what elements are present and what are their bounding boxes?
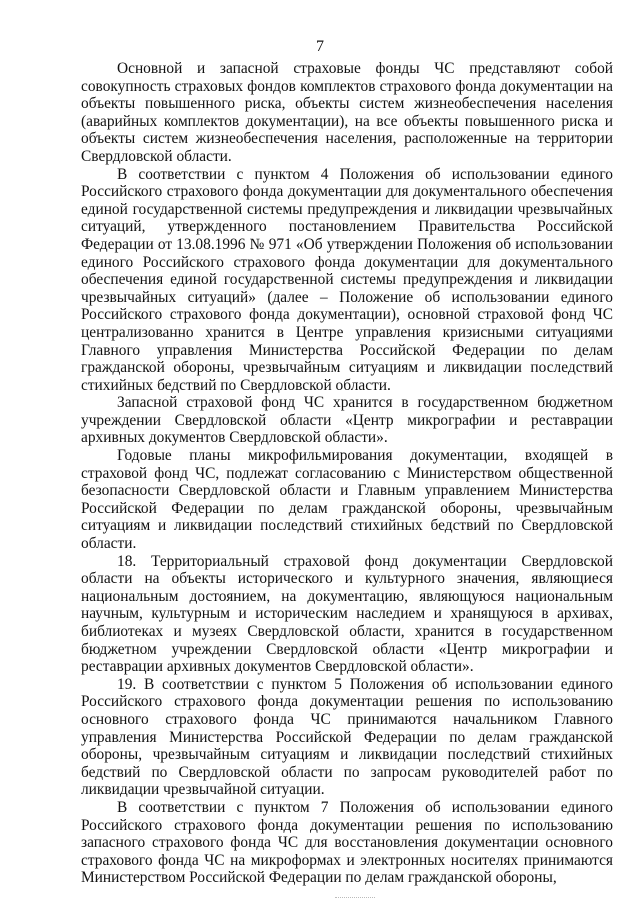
page-number: 7 — [316, 38, 324, 55]
paragraph: 19. В соответствии с пунктом 5 Положения об использовании единого Российского страхового фонда документации решения по использованию основного страхового фонда ЧС принимаются начальником Главного управления Министерства Российской Федерации по делам гражданской обороны, чрезвычайным ситуациям и ликвидации последствий стихийных бедствий по Свердловской области по запросам руководителей работ по ликвидации чрезвычайной ситуации. — [81, 675, 613, 799]
paragraph: Запасной страховой фонд ЧС хранится в государственном бюджетном учреждении Свердловской области «Центр микрографии и реставрации архивных документов Свердловской области». — [81, 394, 613, 447]
paragraph: Годовые планы микрофильмирования документации, входящей в страховой фонд ЧС, подлежат согласованию с Министерством общественной безопасности Свердловской области и Главным управлением Министерства Российской Федерации по делам гражданской обороны, чрезвычайным ситуациям и ликвидации последствий стихийных бедствий по Свердловской области. — [81, 447, 613, 553]
paragraph: Основной и запасной страховые фонды ЧС представляют собой совокупность страховых фондов комплектов страхового фонда документации на объекты повышенного риска, объекты систем жизнеобеспечения населения (аварийных комплектов документации), на все объекты повышенного риска и объекты систем жизнеобеспечения населения, расположенные на территории Свердловской области. — [81, 60, 613, 165]
scan-artifact — [335, 897, 375, 899]
paragraph: В соответствии с пунктом 7 Положения об использовании единого Российского страхового фонда документации решения по использованию запасного страхового фонда ЧС для восстановления документации основного страхового фонда ЧС на микроформах и электронных носителях принимаются Министерством Российской Федерации по делам гражданской обороны, — [81, 798, 613, 887]
paragraph: 18. Территориальный страховой фонд документации Свердловской области на объекты исторического и культурного значения, являющиеся национальным достоянием, на документацию, являющуюся национальным научным, культурным и историческим наследием и хранящуюся в архивах, библиотеках и музеях Свердловской области, хранится в государственном бюджетном учреждении Свердловской области «Центр микрографии и реставрации архивных документов Свердловской области». — [81, 552, 613, 676]
document-body — [81, 60, 613, 887]
paragraph: В соответствии с пунктом 4 Положения об использовании единого Российского страхового фонда документации для документального обеспечения единой государственной системы предупреждения и ликвидации чрезвычайных ситуаций, утвержденного постановлением Правительства Российской Федерации от 13.08.1996 № 971 «Об утверждении Положения об использовании единого Российского страхового фонда документации для документального обеспечения единой государственной системы предупреждения и ликвидации чрезвычайных ситуаций» (далее – Положение об использовании единого Российского страхового фонда документации), основной страховой фонд ЧС централизованно хранится в Центре управления кризисными ситуациями Главного управления Министерства Российской Федерации по делам гражданской обороны, чрезвычайным ситуациям и ликвидации последствий стихийных бедствий по Свердловской области. — [81, 165, 613, 394]
